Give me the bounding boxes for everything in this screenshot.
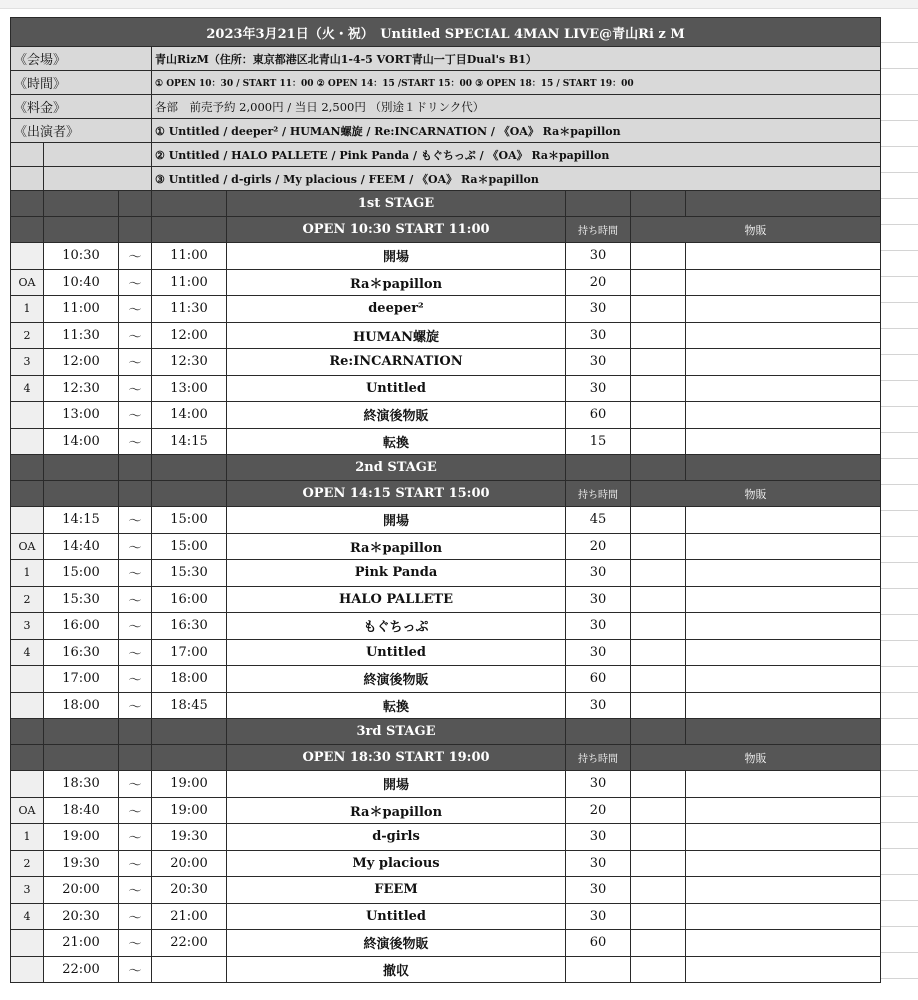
- slot-number: [11, 771, 44, 798]
- table-row: [11, 322, 881, 349]
- table-row: [11, 666, 881, 693]
- table-row: [11, 586, 881, 613]
- start-time: 10:40: [44, 269, 119, 296]
- header-blank: [119, 719, 152, 745]
- info-blank: [44, 143, 152, 167]
- table-row: [11, 692, 881, 719]
- start-time: 17:00: [44, 666, 119, 693]
- end-time: 11:30: [152, 296, 227, 323]
- info-value: 青山RizM（住所：東京都港区北青山1-4-5 VORT青山一丁目Dual's B1）: [152, 47, 881, 71]
- tilde-separator: ～: [119, 507, 152, 534]
- slot-number: 4: [11, 375, 44, 402]
- performer-name: Re:INCARNATION: [227, 349, 566, 376]
- table-row: [11, 349, 881, 376]
- tilde-separator: ～: [119, 402, 152, 429]
- table-row: [11, 771, 881, 798]
- duration-minutes: [566, 956, 631, 983]
- slot-number: OA: [11, 797, 44, 824]
- goods-note-cell: [686, 243, 881, 270]
- stage-name-row: [11, 719, 881, 745]
- table-row: [11, 613, 881, 640]
- header-blank: [11, 455, 44, 481]
- duration-minutes: 20: [566, 269, 631, 296]
- goods-header: 物販: [631, 745, 881, 771]
- table-row: [11, 824, 881, 851]
- slot-number: 3: [11, 877, 44, 904]
- duration-minutes: 30: [566, 349, 631, 376]
- slot-number: 3: [11, 349, 44, 376]
- goods-note-cell: [686, 903, 881, 930]
- slot-number: 4: [11, 903, 44, 930]
- end-time: 19:00: [152, 771, 227, 798]
- end-time: [152, 956, 227, 983]
- goods-cell: [631, 349, 686, 376]
- slot-number: 2: [11, 322, 44, 349]
- header-blank: [152, 719, 227, 745]
- header-blank: [11, 481, 44, 507]
- start-time: 10:30: [44, 243, 119, 270]
- header-blank: [119, 191, 152, 217]
- duration-minutes: 30: [566, 877, 631, 904]
- stage-name: 3rd STAGE: [227, 719, 566, 745]
- tilde-separator: ～: [119, 322, 152, 349]
- goods-note-cell: [686, 639, 881, 666]
- start-time: 11:30: [44, 322, 119, 349]
- goods-note-cell: [686, 666, 881, 693]
- info-row: [11, 71, 881, 95]
- info-row: [11, 167, 881, 191]
- duration-minutes: 60: [566, 666, 631, 693]
- header-blank: [11, 719, 44, 745]
- tilde-separator: ～: [119, 692, 152, 719]
- header-blank: [152, 191, 227, 217]
- table-row: [11, 797, 881, 824]
- end-time: 20:30: [152, 877, 227, 904]
- table-row: [11, 956, 881, 983]
- duration-minutes: 30: [566, 824, 631, 851]
- start-time: 14:00: [44, 428, 119, 455]
- start-time: 19:00: [44, 824, 119, 851]
- performer-name: 開場: [227, 507, 566, 534]
- info-value: ② Untitled / HALO PALLETE / Pink Panda / もぐちっぷ / 《OA》 Ra＊papillon: [152, 143, 881, 167]
- duration-minutes: 30: [566, 243, 631, 270]
- info-row: [11, 47, 881, 71]
- tilde-separator: ～: [119, 296, 152, 323]
- slot-number: [11, 930, 44, 957]
- end-time: 17:00: [152, 639, 227, 666]
- stage-open-time: OPEN 18:30 START 19:00: [227, 745, 566, 771]
- table-row: [11, 850, 881, 877]
- start-time: 15:00: [44, 560, 119, 587]
- slot-number: [11, 507, 44, 534]
- goods-cell: [631, 771, 686, 798]
- end-time: 16:30: [152, 613, 227, 640]
- info-value: ① OPEN 10：30 / START 11：00 ② OPEN 14：15 /START 15：00 ③ OPEN 18：15 / START 19：00: [152, 71, 881, 95]
- header-blank: [631, 191, 686, 217]
- goods-cell: [631, 533, 686, 560]
- header-blank: [686, 455, 881, 481]
- goods-note-cell: [686, 322, 881, 349]
- header-blank: [686, 719, 881, 745]
- duration-minutes: 30: [566, 850, 631, 877]
- goods-note-cell: [686, 692, 881, 719]
- header-blank: [44, 455, 119, 481]
- tilde-separator: ～: [119, 428, 152, 455]
- header-blank: [566, 191, 631, 217]
- end-time: 12:00: [152, 322, 227, 349]
- duration-header: 持ち時間: [566, 745, 631, 771]
- goods-note-cell: [686, 850, 881, 877]
- stage-name: 2nd STAGE: [227, 455, 566, 481]
- table-row: [11, 243, 881, 270]
- goods-cell: [631, 877, 686, 904]
- start-time: 18:40: [44, 797, 119, 824]
- tilde-separator: ～: [119, 824, 152, 851]
- performer-name: 転換: [227, 692, 566, 719]
- tilde-separator: ～: [119, 930, 152, 957]
- start-time: 16:00: [44, 613, 119, 640]
- header-blank: [11, 745, 44, 771]
- slot-number: 4: [11, 639, 44, 666]
- info-value: 各部 前売予約 2,000円 / 当日 2,500円 （別途１ドリンク代）: [152, 95, 881, 119]
- info-row: [11, 95, 881, 119]
- header-blank: [152, 455, 227, 481]
- performer-name: deeper²: [227, 296, 566, 323]
- stage-open-row: [11, 217, 881, 243]
- stage-name: 1st STAGE: [227, 191, 566, 217]
- slot-number: 1: [11, 560, 44, 587]
- start-time: 14:15: [44, 507, 119, 534]
- info-blank: [44, 167, 152, 191]
- duration-minutes: 30: [566, 560, 631, 587]
- stage-open-row: [11, 745, 881, 771]
- tilde-separator: ～: [119, 771, 152, 798]
- slot-number: [11, 402, 44, 429]
- header-blank: [44, 745, 119, 771]
- goods-cell: [631, 269, 686, 296]
- slot-number: 2: [11, 850, 44, 877]
- table-row: [11, 877, 881, 904]
- performer-name: 転換: [227, 428, 566, 455]
- info-key-blank: [11, 167, 44, 191]
- start-time: 19:30: [44, 850, 119, 877]
- header-blank: [11, 217, 44, 243]
- end-time: 20:00: [152, 850, 227, 877]
- tilde-separator: ～: [119, 349, 152, 376]
- header-blank: [119, 481, 152, 507]
- info-key: 《時間》: [11, 71, 152, 95]
- start-time: 12:00: [44, 349, 119, 376]
- slot-number: [11, 692, 44, 719]
- start-time: 18:00: [44, 692, 119, 719]
- end-time: 22:00: [152, 930, 227, 957]
- header-blank: [44, 719, 119, 745]
- start-time: 13:00: [44, 402, 119, 429]
- goods-note-cell: [686, 533, 881, 560]
- header-blank: [119, 455, 152, 481]
- goods-note-cell: [686, 824, 881, 851]
- duration-minutes: 30: [566, 903, 631, 930]
- duration-minutes: 20: [566, 533, 631, 560]
- goods-note-cell: [686, 349, 881, 376]
- duration-minutes: 15: [566, 428, 631, 455]
- goods-cell: [631, 692, 686, 719]
- table-row: [11, 428, 881, 455]
- stage-open-time: OPEN 14:15 START 15:00: [227, 481, 566, 507]
- start-time: 20:00: [44, 877, 119, 904]
- goods-cell: [631, 797, 686, 824]
- end-time: 14:00: [152, 402, 227, 429]
- start-time: 18:30: [44, 771, 119, 798]
- table-row: [11, 269, 881, 296]
- end-time: 18:00: [152, 666, 227, 693]
- goods-note-cell: [686, 586, 881, 613]
- info-row: [11, 143, 881, 167]
- goods-cell: [631, 824, 686, 851]
- stage-name-row: [11, 191, 881, 217]
- table-row: [11, 296, 881, 323]
- performer-name: d-girls: [227, 824, 566, 851]
- tilde-separator: ～: [119, 533, 152, 560]
- end-time: 13:00: [152, 375, 227, 402]
- info-key: 《出演者》: [11, 119, 152, 143]
- table-row: [11, 507, 881, 534]
- slot-number: 1: [11, 296, 44, 323]
- goods-cell: [631, 903, 686, 930]
- tilde-separator: ～: [119, 956, 152, 983]
- goods-note-cell: [686, 402, 881, 429]
- duration-minutes: 60: [566, 930, 631, 957]
- performer-name: Untitled: [227, 903, 566, 930]
- start-time: 12:30: [44, 375, 119, 402]
- goods-header: 物販: [631, 481, 881, 507]
- start-time: 11:00: [44, 296, 119, 323]
- duration-minutes: 30: [566, 613, 631, 640]
- header-blank: [119, 745, 152, 771]
- header-blank: [566, 455, 631, 481]
- tilde-separator: ～: [119, 639, 152, 666]
- end-time: 14:15: [152, 428, 227, 455]
- goods-cell: [631, 666, 686, 693]
- info-key: 《会場》: [11, 47, 152, 71]
- page-title: 2023年3月21日（火・祝） Untitled SPECIAL 4MAN LIVE@青山Ri z M: [11, 18, 881, 47]
- tilde-separator: ～: [119, 269, 152, 296]
- slot-number: 3: [11, 613, 44, 640]
- tilde-separator: ～: [119, 797, 152, 824]
- goods-note-cell: [686, 375, 881, 402]
- start-time: 20:30: [44, 903, 119, 930]
- performer-name: 撤収: [227, 956, 566, 983]
- slot-number: 1: [11, 824, 44, 851]
- duration-header: 持ち時間: [566, 217, 631, 243]
- performer-name: Pink Panda: [227, 560, 566, 587]
- tilde-separator: ～: [119, 850, 152, 877]
- performer-name: My placious: [227, 850, 566, 877]
- header-blank: [631, 719, 686, 745]
- end-time: 16:00: [152, 586, 227, 613]
- goods-note-cell: [686, 613, 881, 640]
- performer-name: HALO PALLETE: [227, 586, 566, 613]
- end-time: 21:00: [152, 903, 227, 930]
- tilde-separator: ～: [119, 903, 152, 930]
- stage-open-time: OPEN 10:30 START 11:00: [227, 217, 566, 243]
- goods-cell: [631, 850, 686, 877]
- goods-note-cell: [686, 956, 881, 983]
- timetable: [10, 17, 881, 983]
- start-time: 22:00: [44, 956, 119, 983]
- schedule-sheet: [10, 17, 881, 983]
- header-blank: [11, 191, 44, 217]
- table-row: [11, 533, 881, 560]
- duration-minutes: 30: [566, 692, 631, 719]
- goods-note-cell: [686, 771, 881, 798]
- performer-name: 終演後物販: [227, 666, 566, 693]
- slot-number: [11, 243, 44, 270]
- table-row: [11, 639, 881, 666]
- duration-minutes: 45: [566, 507, 631, 534]
- header-blank: [44, 481, 119, 507]
- goods-cell: [631, 296, 686, 323]
- performer-name: もぐちっぷ: [227, 613, 566, 640]
- duration-minutes: 30: [566, 771, 631, 798]
- tilde-separator: ～: [119, 613, 152, 640]
- header-blank: [566, 719, 631, 745]
- end-time: 19:30: [152, 824, 227, 851]
- slot-number: 2: [11, 586, 44, 613]
- performer-name: 開場: [227, 771, 566, 798]
- goods-cell: [631, 428, 686, 455]
- performer-name: Ra＊papillon: [227, 269, 566, 296]
- end-time: 11:00: [152, 243, 227, 270]
- start-time: 14:40: [44, 533, 119, 560]
- title-row: [11, 18, 881, 47]
- header-blank: [152, 217, 227, 243]
- duration-minutes: 30: [566, 322, 631, 349]
- duration-header: 持ち時間: [566, 481, 631, 507]
- slot-number: [11, 666, 44, 693]
- info-key-blank: [11, 143, 44, 167]
- performer-name: Ra＊papillon: [227, 533, 566, 560]
- end-time: 15:00: [152, 507, 227, 534]
- info-value: ① Untitled / deeper² / HUMAN螺旋 / Re:INCARNATION / 《OA》 Ra＊papillon: [152, 119, 881, 143]
- goods-cell: [631, 507, 686, 534]
- table-row: [11, 560, 881, 587]
- goods-cell: [631, 402, 686, 429]
- goods-note-cell: [686, 560, 881, 587]
- goods-note-cell: [686, 507, 881, 534]
- duration-minutes: 20: [566, 797, 631, 824]
- slot-number: OA: [11, 269, 44, 296]
- performer-name: HUMAN螺旋: [227, 322, 566, 349]
- start-time: 21:00: [44, 930, 119, 957]
- tilde-separator: ～: [119, 877, 152, 904]
- table-row: [11, 402, 881, 429]
- header-blank: [631, 455, 686, 481]
- stage-name-row: [11, 455, 881, 481]
- goods-note-cell: [686, 797, 881, 824]
- info-row: [11, 119, 881, 143]
- end-time: 19:00: [152, 797, 227, 824]
- table-row: [11, 375, 881, 402]
- table-row: [11, 903, 881, 930]
- end-time: 12:30: [152, 349, 227, 376]
- header-blank: [44, 191, 119, 217]
- info-key: 《料金》: [11, 95, 152, 119]
- stage-open-row: [11, 481, 881, 507]
- header-blank: [152, 481, 227, 507]
- duration-minutes: 30: [566, 296, 631, 323]
- performer-name: 終演後物販: [227, 930, 566, 957]
- header-blank: [686, 191, 881, 217]
- goods-cell: [631, 613, 686, 640]
- goods-note-cell: [686, 428, 881, 455]
- end-time: 11:00: [152, 269, 227, 296]
- start-time: 15:30: [44, 586, 119, 613]
- slot-number: OA: [11, 533, 44, 560]
- performer-name: 終演後物販: [227, 402, 566, 429]
- goods-note-cell: [686, 269, 881, 296]
- duration-minutes: 30: [566, 639, 631, 666]
- duration-minutes: 30: [566, 375, 631, 402]
- header-blank: [44, 217, 119, 243]
- tilde-separator: ～: [119, 560, 152, 587]
- goods-note-cell: [686, 296, 881, 323]
- sheet-gridlines: [880, 17, 918, 1000]
- slot-number: [11, 428, 44, 455]
- goods-cell: [631, 243, 686, 270]
- header-blank: [119, 217, 152, 243]
- end-time: 15:30: [152, 560, 227, 587]
- goods-cell: [631, 586, 686, 613]
- header-blank: [152, 745, 227, 771]
- goods-note-cell: [686, 877, 881, 904]
- goods-cell: [631, 375, 686, 402]
- goods-cell: [631, 956, 686, 983]
- tilde-separator: ～: [119, 375, 152, 402]
- performer-name: Untitled: [227, 639, 566, 666]
- tilde-separator: ～: [119, 586, 152, 613]
- duration-minutes: 60: [566, 402, 631, 429]
- goods-note-cell: [686, 930, 881, 957]
- performer-name: FEEM: [227, 877, 566, 904]
- duration-minutes: 30: [566, 586, 631, 613]
- start-time: 16:30: [44, 639, 119, 666]
- goods-cell: [631, 930, 686, 957]
- tilde-separator: ～: [119, 666, 152, 693]
- top-strip: [0, 0, 918, 9]
- tilde-separator: ～: [119, 243, 152, 270]
- slot-number: [11, 956, 44, 983]
- goods-cell: [631, 560, 686, 587]
- performer-name: Untitled: [227, 375, 566, 402]
- goods-header: 物販: [631, 217, 881, 243]
- goods-cell: [631, 322, 686, 349]
- end-time: 15:00: [152, 533, 227, 560]
- table-row: [11, 930, 881, 957]
- info-value: ③ Untitled / d-girls / My placious / FEEM / 《OA》 Ra＊papillon: [152, 167, 881, 191]
- performer-name: 開場: [227, 243, 566, 270]
- performer-name: Ra＊papillon: [227, 797, 566, 824]
- end-time: 18:45: [152, 692, 227, 719]
- goods-cell: [631, 639, 686, 666]
